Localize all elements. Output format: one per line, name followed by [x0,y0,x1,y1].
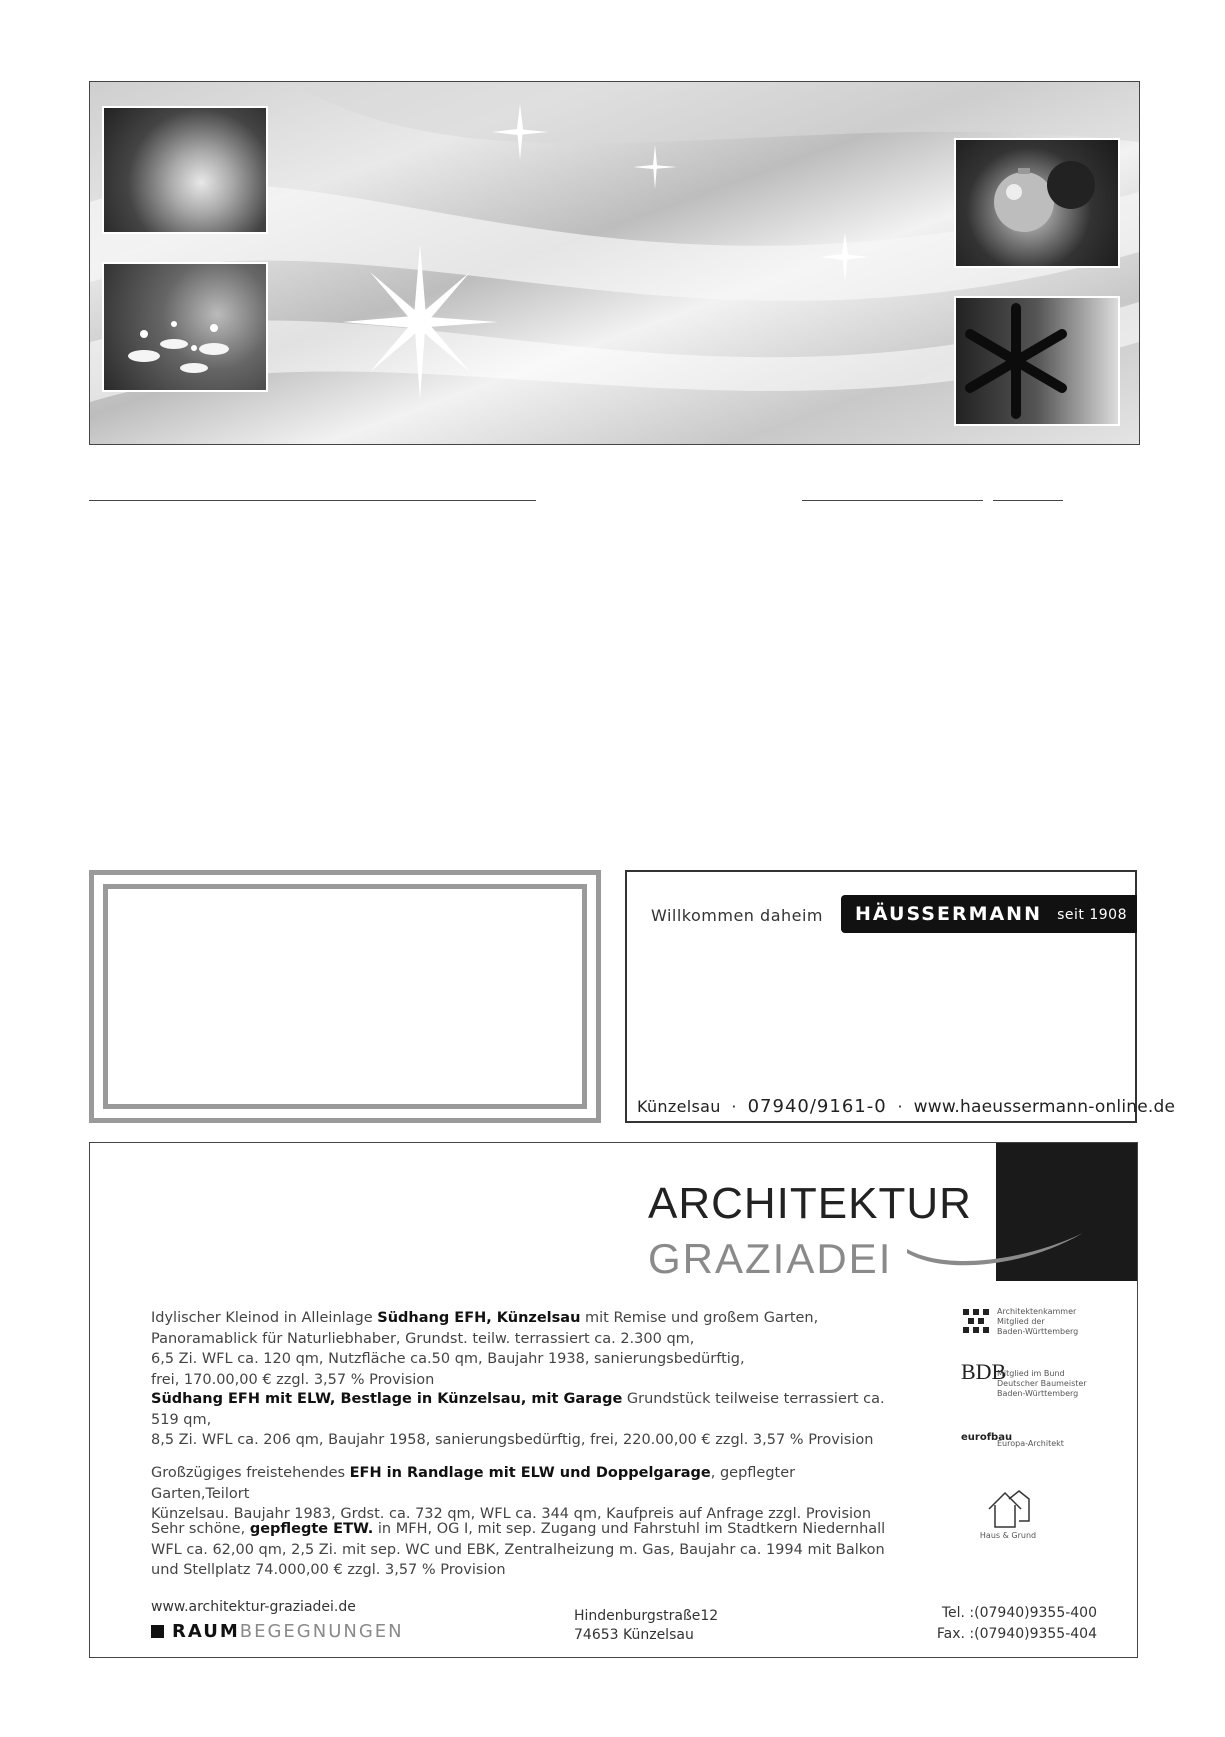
listing-line [151,1329,891,1350]
phone-block [937,1603,1097,1645]
raum-bold: RAUM [172,1621,240,1642]
raumbegegnungen-logo [151,1621,404,1642]
brand-since: seit 1908 [1057,907,1127,923]
badge-line: Mitglied der [997,1317,1045,1326]
listing-text: mit Remise und großem Garten, [580,1310,819,1326]
raum-light: BEGEGNUNGEN [239,1621,404,1642]
small-sparkle-icon [490,102,550,162]
listing-text: Grundstück teilweise terrassiert ca. 519 qm, [151,1391,885,1428]
contact-web: www.haeussermann-online.de [913,1097,1176,1117]
badge-haus-grund [978,1487,1038,1540]
listing-2 [151,1389,891,1451]
address-city: 74653 Künzelsau [574,1627,694,1643]
architektur-website[interactable]: www.architektur-graziadei.de [151,1599,356,1615]
listing-text: Großzügiges freistehendes [151,1465,350,1481]
listing-line [151,1540,891,1561]
phone-number: Tel. :(07940)9355-400 [941,1605,1097,1621]
listing-text: Idylischer Kleinod in Alleinlage [151,1310,378,1326]
listing-1 [151,1308,891,1390]
listing-highlight: Südhang EFH mit ELW, Bestlage in Künzelsau, mit Garage [151,1391,623,1407]
small-sparkle-icon [820,232,870,282]
baubles-photo [954,138,1120,268]
contact-city: Künzelsau [637,1097,721,1116]
address [574,1607,718,1645]
brand-name: HÄUSSERMANN [855,903,1042,925]
listing-line [151,1430,891,1451]
listing-line [151,1349,891,1370]
badge-bdb [961,1359,1087,1399]
listing-text: 8,5 Zi. WFL ca. 206 qm, Baujahr 1958, sanierungsbedürftig, frei, 220.00,00 € zzgl. 3,57 % Provision [151,1432,874,1448]
listing-highlight: EFH in Randlage mit ELW und Doppelgarage [349,1465,711,1481]
badge-architektenkammer [997,1307,1078,1337]
underline-left [89,500,536,501]
fax-number: Fax. :(07940)9355-404 [936,1626,1097,1642]
address-street: Hindenburgstraße12 [574,1608,719,1624]
bdb-logo-icon: BDB [961,1359,1007,1384]
sparkle-star-icon [340,242,500,402]
haeussermann-ad [625,870,1176,1123]
welcome-text: Willkommen daheim [651,906,824,925]
listing-text: Panoramablick für Naturliebhaber, Grundst. teilw. terrassiert ca. 2.300 qm, [151,1330,695,1347]
house-icon [985,1487,1031,1529]
snowflake-icon [956,298,1118,424]
badge-line: Mitglied im Bund [997,1369,1065,1378]
listing-4 [151,1519,891,1581]
listing-text: in MFH, OG I, mit sep. Zugang und Fahrstuhl im Stadtkern Niedernhall [373,1521,886,1537]
star-ornaments-photo [102,106,268,234]
badge-line: Baden-Württemberg [997,1389,1079,1398]
listing-text: 6,5 Zi. WFL ca. 120 qm, Nutzfläche ca.50 qm, Baujahr 1938, sanierungsbedürftig, [151,1351,745,1367]
listing-3 [151,1463,891,1525]
listing-text: WFL ca. 62,00 qm, 2,5 Zi. mit sep. WC und EBK, Zentralheizung m. Gas, Baujahr ca. 1994 mit Balkon [151,1541,885,1558]
eurofbau-logo-icon: eurofbau [961,1432,1013,1443]
listing-highlight: Südhang EFH, Künzelsau [377,1310,581,1326]
badge-line: Architektenkammer [997,1307,1077,1316]
listing-highlight: gepflegte ETW. [249,1521,374,1537]
logo-title: ARCHITEKTUR [648,1179,972,1228]
listing-text: , gepflegter Garten,Teilort [151,1465,796,1502]
listing-line [151,1308,891,1329]
badge-line: Deutscher Baumeister [997,1379,1087,1388]
underline-right [993,500,1063,501]
small-sparkle-icon [630,142,680,192]
black-square-icon [151,1625,164,1638]
empty-frame-box [89,870,601,1123]
inner-frame [103,884,587,1109]
badge-line: Europa-Architekt [997,1439,1064,1448]
architektenkammer-icon [961,1307,991,1337]
listing-line [151,1560,891,1581]
listing-line [151,1519,891,1540]
brand-bar [841,895,1137,933]
snowflake-photo [954,296,1120,426]
listing-line [151,1389,891,1430]
logo-swoosh [905,1231,1085,1271]
underline-middle [802,500,983,501]
listing-line [151,1463,891,1504]
bauble-icon [956,140,1118,266]
contact-line: Künzelsau · 07940/9161-0 · www.haeussermann-online.de [637,1096,1176,1117]
architektur-graziadei-ad [89,1142,1138,1658]
badge-line: Haus & Grund [979,1531,1037,1540]
listing-text: und Stellplatz 74.000,00 € zzgl. 3,57 % Provision [151,1562,506,1578]
logo-subtitle: GRAZIADEI [648,1235,893,1282]
listing-text: Sehr schöne, [151,1521,250,1537]
listing-line [151,1370,891,1391]
contact-phone: 07940/9161-0 [747,1096,887,1117]
badge-eurofbau [961,1432,1064,1449]
christmas-banner [89,81,1140,445]
badge-line: Baden-Württemberg [997,1327,1079,1336]
candles-icon [104,264,266,390]
candles-photo [102,262,268,392]
listing-text: Künzelsau. Baujahr 1983, Grdst. ca. 732 qm, WFL ca. 344 qm, Kaufpreis auf Anfrage zzgl. Provision [151,1506,872,1522]
listing-text: frei, 170.00,00 € zzgl. 3,57 % Provision [151,1371,435,1388]
